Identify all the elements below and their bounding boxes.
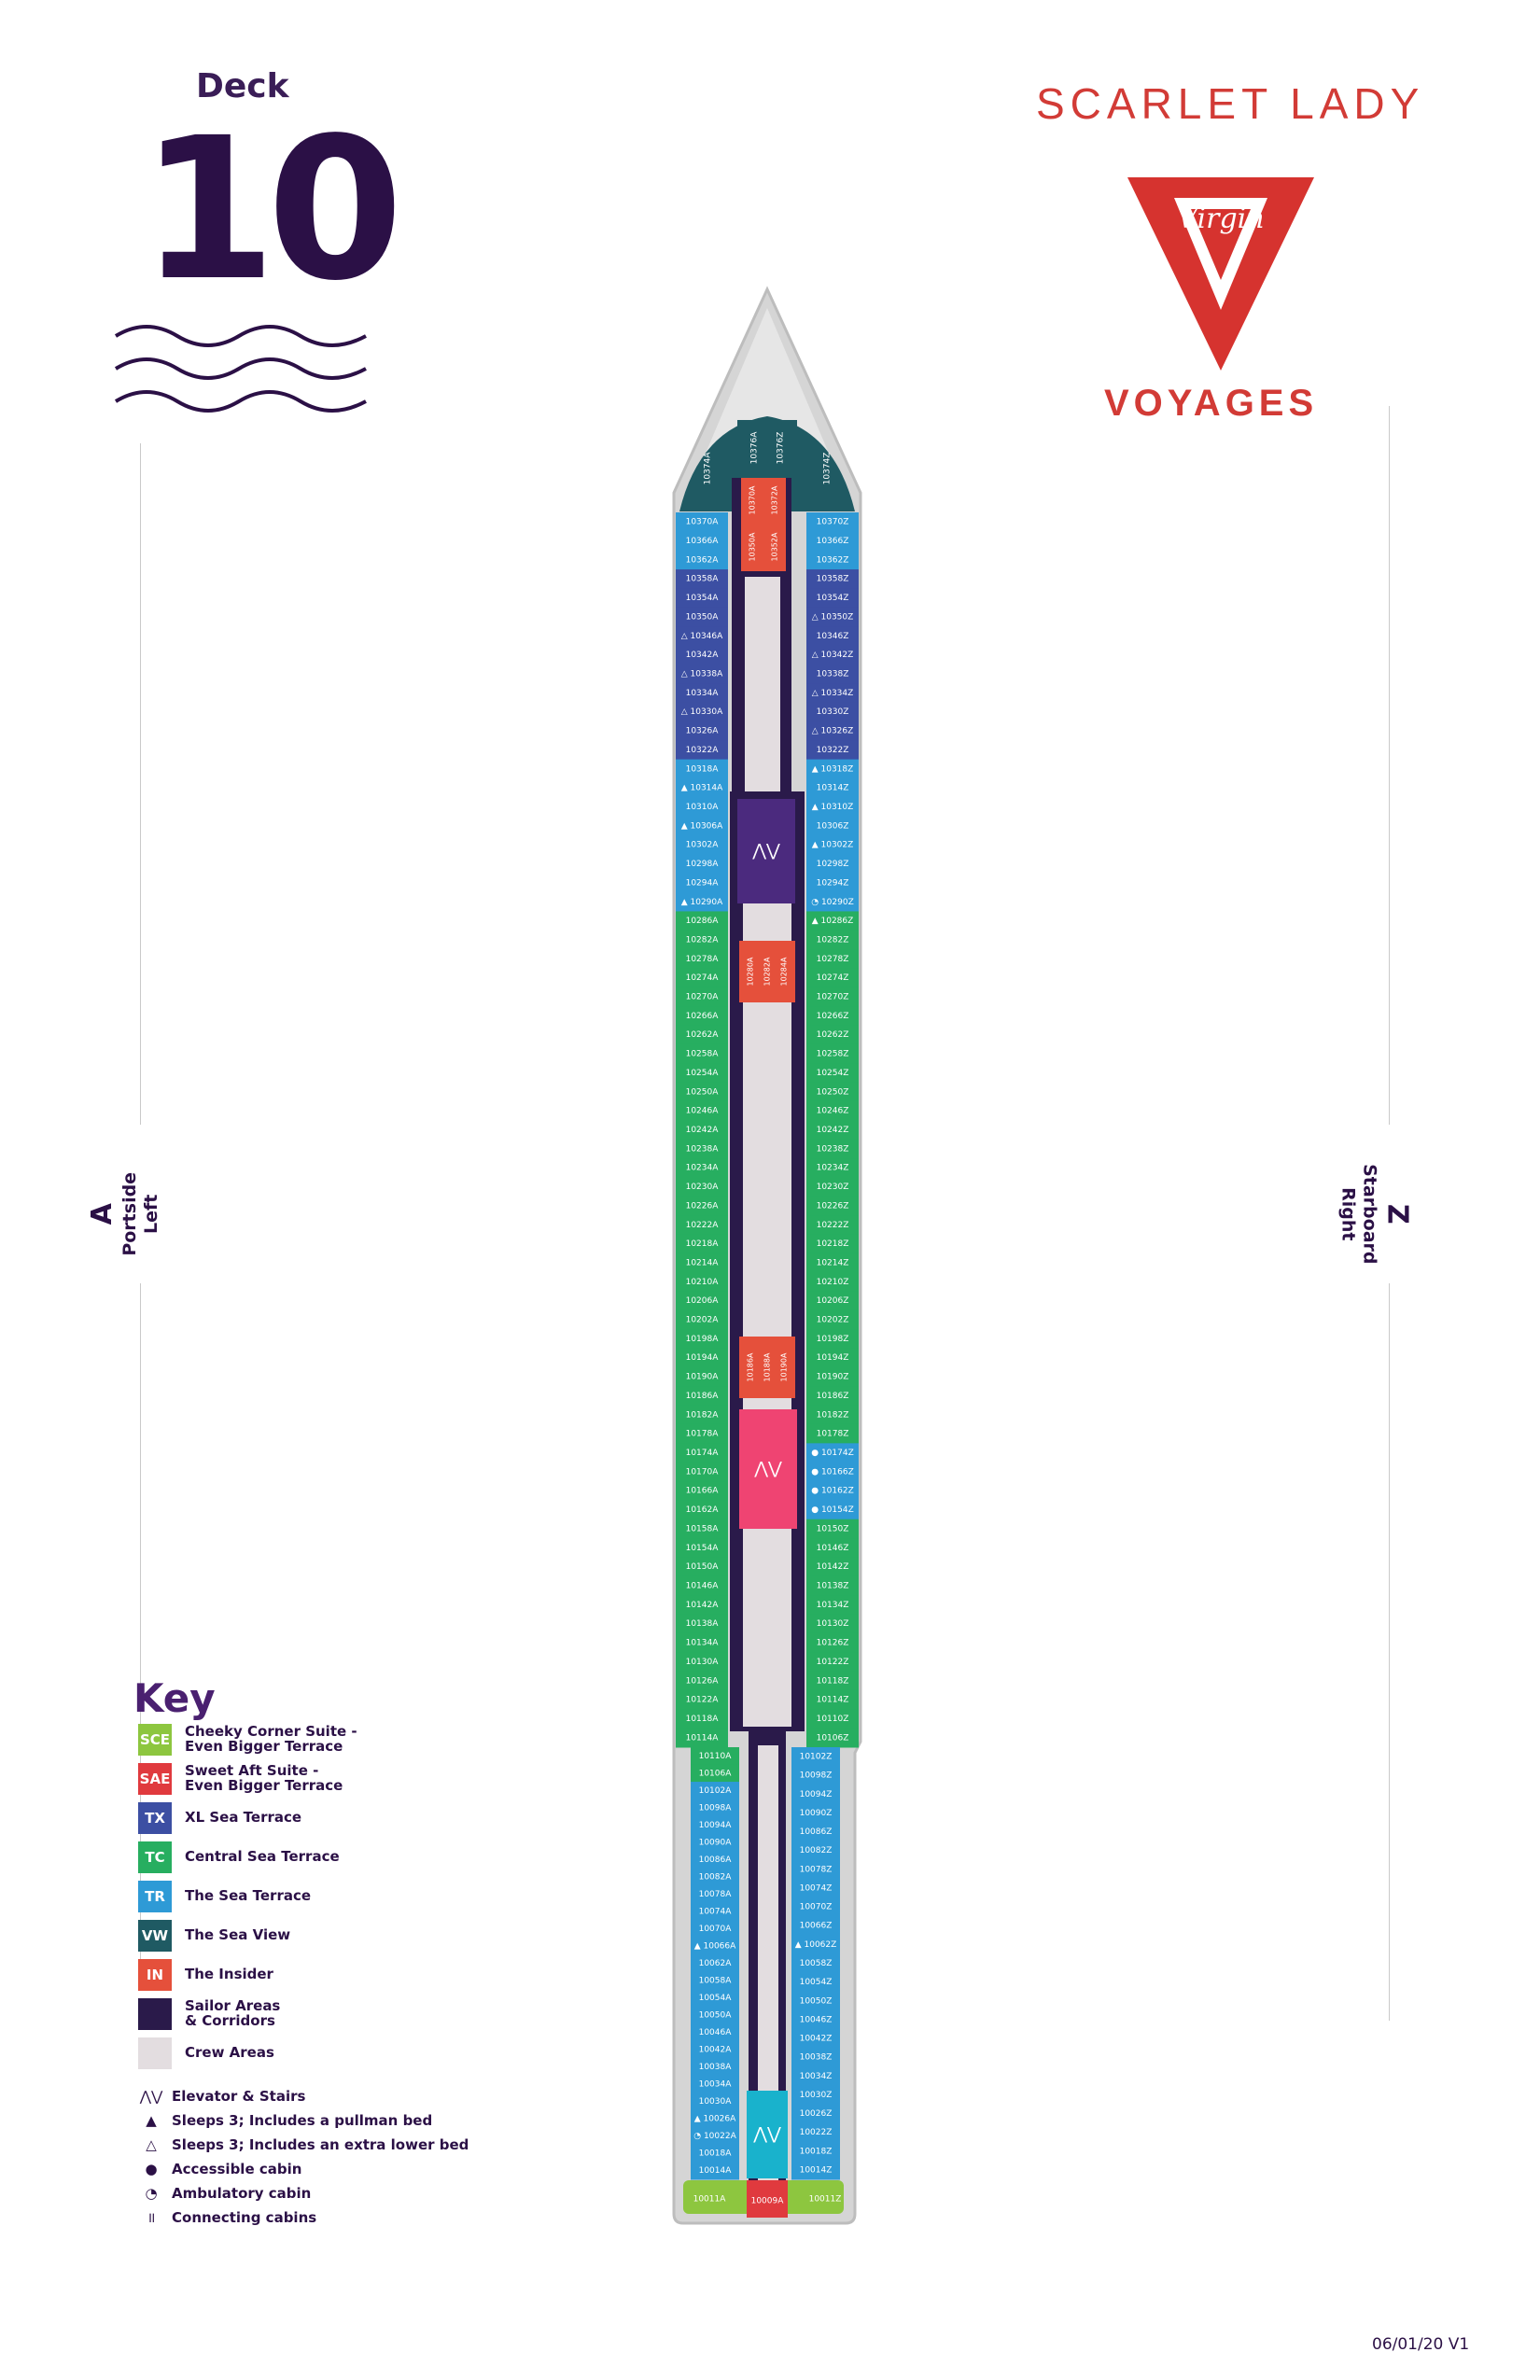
cabin-number: 10234A (685, 1163, 719, 1173)
cabin-number: ◔ 10022A (693, 2132, 736, 2142)
cabin-number: 10018A (698, 2149, 732, 2159)
key-symbol-row (138, 2084, 305, 2108)
cabin-number: 10358A (685, 574, 719, 584)
cabin-number: 10030A (698, 2097, 732, 2107)
key-symbol-label: Connecting cabins (172, 2209, 317, 2226)
cabin-number: 10302A (685, 840, 719, 850)
cabin-number: 10102A (698, 1785, 732, 1796)
cabin-number: 10230A (685, 1183, 719, 1193)
key-item-area-8 (138, 2036, 274, 2071)
cabin-number: 10122Z (816, 1657, 849, 1667)
cabin-number: 10198A (685, 1334, 719, 1344)
cabin-number: 10034A (698, 2079, 732, 2090)
cabin-number: 10170A (685, 1467, 719, 1477)
cabin-number: 10174A (685, 1449, 719, 1459)
cabin-number: △ 10346A (680, 631, 723, 641)
cabin-number: ▲ 10302Z (811, 840, 854, 850)
cabin-number: 10030Z (799, 2090, 833, 2100)
cabin-number: 10226Z (816, 1201, 849, 1211)
key-label: Crew Areas (185, 2044, 274, 2062)
starboard-line1: Starboard (1359, 1164, 1380, 1265)
key-label: Sailor Areas & Corridors (185, 1997, 281, 2029)
filled-triangle-icon: ▲ (146, 2112, 157, 2129)
cabin-number: △ 10350Z (811, 612, 854, 623)
cabin-insider: 10282A (763, 957, 772, 987)
cabin-number: 10066Z (799, 1921, 833, 1931)
cabin-number: 10142Z (816, 1562, 849, 1573)
cabin-number: 10214Z (816, 1258, 849, 1268)
key-item-in (138, 1957, 273, 1993)
cabin-number: ▲ 10310Z (811, 802, 854, 812)
cabin-number: 10262Z (816, 1030, 849, 1041)
cabin-number: 10138A (685, 1619, 719, 1630)
key-label: The Sea View (185, 1926, 291, 1944)
cabin-number: 10182A (685, 1410, 719, 1421)
cabin-number: △ 10334Z (811, 688, 854, 698)
cabin-number: 10206A (685, 1296, 719, 1307)
deck-number: 10 (140, 95, 395, 324)
cabin-number: 10070Z (799, 1902, 833, 1912)
key-swatch: IN (138, 1959, 172, 1991)
cabin-insider: 10370A (748, 485, 757, 515)
brand-subtitle: VOYAGES (1104, 383, 1319, 424)
cabin-number: 10042A (698, 2045, 732, 2055)
cabin-number: 10282A (685, 935, 719, 945)
cabin-number: 10118Z (816, 1676, 849, 1687)
cabin-number: 10346Z (816, 631, 849, 641)
cabin-number: △ 10330A (680, 707, 723, 718)
cabin-number: 10258A (685, 1049, 719, 1059)
cabin-number: 10178Z (816, 1429, 849, 1439)
cabin-number: 10074Z (799, 1883, 833, 1894)
cabin-number: 10214A (685, 1258, 719, 1268)
key-label: The Sea Terrace (185, 1887, 312, 1905)
cabin-number: 10234Z (816, 1163, 849, 1173)
cabin-number: ▲ 10318Z (811, 764, 854, 775)
cabin-number: 10178A (685, 1429, 719, 1439)
cabin-number: 10070A (698, 1924, 732, 1934)
cabin-number: 10254A (685, 1068, 719, 1078)
elevator-stairs-icon: ⋀⋁ (754, 1459, 782, 1478)
cabin-insider: 10186A (746, 1352, 755, 1382)
cabin-number: 10046A (698, 2028, 732, 2038)
cabin-number: 10086Z (799, 1827, 833, 1838)
cabin-number: ▲ 10286Z (811, 917, 854, 927)
cabin-number: 10286A (685, 917, 719, 927)
cabin-number: 10362A (685, 555, 719, 566)
cabin-number: 10322Z (816, 745, 849, 755)
key-symbol-row (138, 2181, 311, 2205)
key-label: XL Sea Terrace (185, 1809, 302, 1827)
cabin-number: 10262A (685, 1030, 719, 1041)
key-swatch (138, 2037, 172, 2069)
starboard-letter: Z (1380, 1203, 1414, 1225)
cabin-number: 10094Z (799, 1789, 833, 1799)
cabin-number: 10154A (685, 1543, 719, 1553)
cabin-number: 10250Z (816, 1087, 849, 1098)
cabin-number: 10358Z (816, 574, 849, 584)
key-swatch: VW (138, 1920, 172, 1952)
key-symbol-label: Elevator & Stairs (172, 2088, 306, 2105)
cabin-number: 10050Z (799, 1996, 833, 2007)
cabin-number: 10078A (698, 1889, 732, 1899)
key-item-sce (138, 1722, 357, 1757)
cabin-number: 10158A (685, 1524, 719, 1534)
cabin-number: 10038Z (799, 2052, 833, 2063)
cabin-number: 10018Z (799, 2147, 833, 2157)
key-swatch: TR (138, 1881, 172, 1912)
cabin-number: 10014Z (799, 2165, 833, 2176)
key-symbol-label: Sleeps 3; Includes an extra lower bed (172, 2136, 469, 2153)
ambulatory-icon: ◔ (145, 2185, 158, 2202)
starboard-line2: Right (1337, 1187, 1359, 1241)
bow-inner-area (737, 420, 797, 476)
port-line1: Portside (119, 1171, 141, 1256)
cabin-number: 10026Z (799, 2109, 833, 2120)
key-item-area-7 (138, 1996, 280, 2032)
cabin-number: 10238A (685, 1144, 719, 1155)
cabin-number: 10086A (698, 1855, 732, 1865)
cabin-insider: 10190A (779, 1352, 789, 1382)
cabin-number: 10134A (685, 1638, 719, 1648)
cabin-number: 10110A (698, 1751, 732, 1761)
cabin-bow-port: 10374A (703, 452, 713, 485)
cabin-insider: 10352A (770, 532, 779, 562)
cabin-insider: 10280A (746, 957, 755, 987)
cabin-number: △ 10338A (680, 669, 723, 679)
cabin-number: 10222A (685, 1220, 719, 1230)
cabin-insider: 10372A (770, 485, 779, 515)
cabin-bow-starboard: 10374Z (822, 452, 833, 485)
cabin-number: 10266Z (816, 1011, 849, 1021)
cabin-number: 10106Z (816, 1733, 849, 1743)
dot-icon: ● (145, 2161, 158, 2177)
cabin-number: ● 10166Z (811, 1467, 854, 1477)
outline-triangle-icon: △ (146, 2136, 157, 2153)
cabin-number: 10246Z (816, 1106, 849, 1116)
cabin-insider: 10350A (748, 532, 757, 562)
cabin-number: ▲ 10306A (680, 821, 723, 832)
cabin-number: 10246A (685, 1106, 719, 1116)
cabin-number: 10114A (685, 1733, 719, 1743)
cabin-number: 10322A (685, 745, 719, 755)
cabin-number: 10062A (698, 1959, 732, 1968)
key-symbol-label: Ambulatory cabin (172, 2185, 312, 2202)
cabin-number: 10370Z (816, 517, 849, 527)
cabin-number: 10146Z (816, 1543, 849, 1553)
cabin-number: 10098A (698, 1803, 732, 1813)
cabin-number: 10078Z (799, 1865, 833, 1875)
cabin-stern-starboard: 10011Z (808, 2194, 842, 2205)
cabin-number: 10338Z (816, 669, 849, 679)
cabin-number: 10298A (685, 860, 719, 870)
cabin-number: 10274Z (816, 973, 849, 984)
cabin-number: 10186A (685, 1391, 719, 1401)
key-swatch: TX (138, 1802, 172, 1834)
key-title: Key (133, 1675, 216, 1721)
key-label: Cheeky Corner Suite - Even Bigger Terrace (185, 1723, 357, 1755)
cabin-number: 10294Z (816, 878, 849, 889)
cabin-number: 10202Z (816, 1315, 849, 1325)
cabin-number: 10270A (685, 992, 719, 1002)
cabin-number: 10294A (685, 878, 719, 889)
cabin-number: 10318A (685, 764, 719, 775)
cabin-number: 10034Z (799, 2071, 833, 2081)
cabin-number: 10150A (685, 1562, 719, 1573)
cabin-number: 10238Z (816, 1144, 849, 1155)
cabin-number: 10166A (685, 1486, 719, 1496)
cabin-number: 10274A (685, 973, 719, 984)
cabin-number: 10186Z (816, 1391, 849, 1401)
key-item-tc (138, 1840, 340, 1875)
cabin-number: ● 10174Z (811, 1449, 854, 1459)
cabin-number: 10162A (685, 1505, 719, 1516)
cabin-number: ▲ 10066A (693, 1941, 736, 1952)
cabin-number: 10126A (685, 1676, 719, 1687)
deck-label: Deck (196, 67, 289, 105)
cabin-number: 10266A (685, 1011, 719, 1021)
cabin-number: 10222Z (816, 1220, 849, 1230)
key-label: Central Sea Terrace (185, 1848, 340, 1866)
cabin-number: 10134Z (816, 1600, 849, 1610)
cabin-number: 10242Z (816, 1126, 849, 1135)
cabin-number: 10142A (685, 1600, 719, 1610)
key-item-tr (138, 1879, 311, 1914)
cabin-number: 10218A (685, 1239, 719, 1250)
cabin-number: 10050A (698, 2010, 732, 2021)
cabin-number: 10130Z (816, 1619, 849, 1630)
key-item-sae (138, 1761, 343, 1797)
key-symbol-label: Accessible cabin (172, 2161, 302, 2177)
cabin-number: 10082A (698, 1872, 732, 1883)
cabin-number: 10242A (685, 1126, 719, 1135)
cabin-number: ● 10154Z (811, 1505, 854, 1516)
cabin-number: 10270Z (816, 992, 849, 1002)
key-swatch: SCE (138, 1724, 172, 1756)
cabin-number: 10046Z (799, 2015, 833, 2025)
key-item-vw (138, 1918, 290, 1953)
cabin-number: 10182Z (816, 1410, 849, 1421)
cabin-number: 10202A (685, 1315, 719, 1325)
cabin-bow-inner-b: 10376Z (776, 431, 786, 465)
cabin-number: 10102Z (799, 1752, 833, 1762)
cabin-number: ▲ 10314A (680, 783, 723, 793)
cabin-number: 10094A (698, 1820, 732, 1830)
cabin-number: 10146A (685, 1581, 719, 1591)
cabin-stern-center: 10009A (750, 2196, 784, 2206)
version-label: 06/01/20 V1 (1372, 2335, 1470, 2354)
key-label: Sweet Aft Suite - Even Bigger Terrace (185, 1762, 343, 1794)
connecting-icon: ॥ (147, 2209, 156, 2226)
key-label: The Insider (185, 1966, 273, 1983)
cabin-number: ▲ 10062Z (794, 1939, 837, 1950)
cabin-number: 10126Z (816, 1638, 849, 1648)
cabin-number: 10278Z (816, 954, 849, 964)
cabin-number: 10198Z (816, 1334, 849, 1344)
cabin-number: 10370A (685, 517, 719, 527)
cabin-number: 10334A (685, 688, 719, 698)
cabin-number: 10250A (685, 1087, 719, 1098)
cabin-number: 10362Z (816, 555, 849, 566)
cabin-number: 10330Z (816, 707, 849, 718)
key-symbol-row (138, 2157, 301, 2181)
key-swatch: TC (138, 1841, 172, 1873)
cabin-number: 10254Z (816, 1068, 849, 1078)
cabin-number: 10114Z (816, 1695, 849, 1705)
cabin-number: 10054Z (799, 1978, 833, 1988)
cabin-bow-inner-a: 10376A (749, 431, 760, 465)
cabin-number: 10366Z (816, 537, 849, 547)
cabin-number: 10210Z (816, 1277, 849, 1287)
cabin-number: 10366A (685, 537, 719, 547)
cabin-number: 10106A (698, 1769, 732, 1779)
key-swatch: SAE (138, 1763, 172, 1795)
cabin-number: 10130A (685, 1657, 719, 1667)
cabin-number: 10150Z (816, 1524, 849, 1534)
key-symbol-row (138, 2133, 469, 2157)
elevator-stairs-icon: ⋀⋁ (752, 841, 780, 861)
cabin-number: 10194A (685, 1353, 719, 1364)
elevator-stairs-icon: ⋀⋁ (139, 2088, 163, 2105)
cabin-number: 10210A (685, 1277, 719, 1287)
cabin-number: 10058Z (799, 1959, 833, 1968)
key-symbol-label: Sleeps 3; Includes a pullman bed (172, 2112, 433, 2129)
cabin-number: 10326A (685, 726, 719, 736)
port-letter: A (86, 1203, 119, 1225)
cabin-insider: 10284A (779, 957, 789, 987)
port-line2: Left (140, 1194, 161, 1234)
cabin-number: 10138Z (816, 1581, 849, 1591)
cabin-number: 10118A (685, 1714, 719, 1724)
cabin-number: 10042Z (799, 2034, 833, 2044)
cabin-number: 10218Z (816, 1239, 849, 1250)
cabin-stern-port: 10011A (693, 2194, 726, 2205)
cabin-number: 10190Z (816, 1372, 849, 1382)
key-item-tx (138, 1800, 301, 1836)
logo-text: Virgin (1177, 203, 1265, 235)
cabin-number: 10206Z (816, 1296, 849, 1307)
cabin-number: 10058A (698, 1976, 732, 1986)
cabin-number: ● 10162Z (811, 1486, 854, 1496)
cabin-number: 10350A (685, 612, 719, 623)
cabin-number: △ 10342Z (811, 651, 854, 661)
cabin-number: 10310A (685, 802, 719, 812)
cabin-number: 10098Z (799, 1771, 833, 1781)
key-symbol-row (138, 2205, 316, 2230)
cabin-number: 10190A (685, 1372, 719, 1382)
key-swatch (138, 1998, 172, 2030)
ship-name: SCARLET LADY (1036, 79, 1425, 128)
cabin-number: 10258Z (816, 1049, 849, 1059)
cabin-number: △ 10326Z (811, 726, 854, 736)
cabin-number: 10230Z (816, 1183, 849, 1193)
cabin-number: ◔ 10290Z (811, 897, 854, 907)
cabin-number: 10226A (685, 1201, 719, 1211)
cabin-number: ▲ 10290A (680, 897, 723, 907)
crew-area-fwd (745, 577, 780, 791)
cabin-number: 10082Z (799, 1846, 833, 1856)
cabin-number: 10278A (685, 954, 719, 964)
cabin-number: 10090Z (799, 1808, 833, 1818)
cabin-number: 10074A (698, 1907, 732, 1917)
cabin-number: 10354Z (816, 594, 849, 604)
cabin-number: 10014A (698, 2166, 732, 2177)
cabin-number: 10298Z (816, 860, 849, 870)
cabin-insider: 10188A (763, 1352, 772, 1382)
cabin-number: 10194Z (816, 1353, 849, 1364)
elevator-stairs-icon: ⋀⋁ (753, 2124, 781, 2144)
cabin-number: 10306Z (816, 821, 849, 832)
cabin-number: 10354A (685, 594, 719, 604)
cabin-number: 10314Z (816, 783, 849, 793)
cabin-number: 10054A (698, 1994, 732, 2004)
cabin-number: 10342A (685, 651, 719, 661)
cabin-number: 10090A (698, 1838, 732, 1848)
key-symbol-row (138, 2108, 432, 2133)
cabin-number: ▲ 10026A (693, 2114, 736, 2124)
cabin-number: 10022Z (799, 2128, 833, 2138)
cabin-number: 10038A (698, 2063, 732, 2073)
cabin-number: 10122A (685, 1695, 719, 1705)
cabin-number: 10110Z (816, 1714, 849, 1724)
cabin-number: 10282Z (816, 935, 849, 945)
